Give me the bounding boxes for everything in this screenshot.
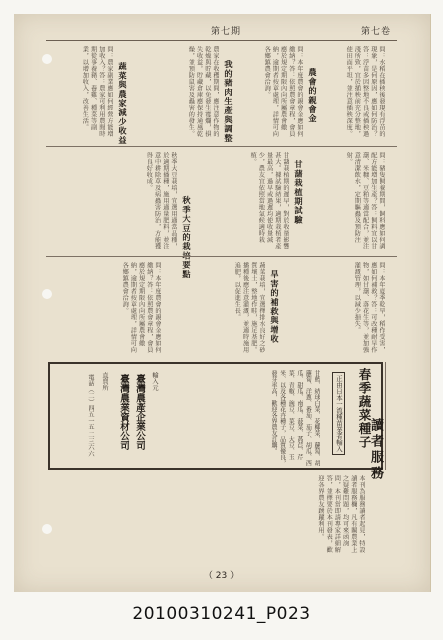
volume-label: 第七卷 <box>360 26 391 37</box>
article-heading: 旱害的補救與增收 <box>270 270 280 344</box>
seed-advertisement <box>48 362 383 470</box>
text-column: 問：農家副業應如何經營方能增加收入？答：農家可利用農閒時期從事養豬、養雞、種菜等副業，以增加收入，改善生活。 <box>81 46 113 137</box>
text-column: 問：水稻在插秧後發現有浮苗的現象，是何原因，應如何防治？答：浮苗多因整地不良或插秧過淺所致，宜於插秧前充分整地，使田面平坦，並注意插秧深度。 <box>345 46 385 137</box>
text-column: 秋季大豆栽培，宜選用適當品種，於適期播種，施用適量肥料，並注意中耕除草及病蟲害防治，方能獲得良好收成。 <box>145 152 177 250</box>
text-column: 問：本年夏季乾旱，稻作受害，應如何補救？答：可改種耐旱作物，如甘藷、落花生等，並加強灌溉管理，以減少損失。 <box>353 262 385 353</box>
ad-title: 春季蔬菜種子 <box>357 368 372 449</box>
text-column: 問：豬隻飼養期間，飼料應如何調配方能增加生產？答：飼料宜以甘藷、米糠、豆粕等適當配合，並注意清潔飲水，定期驅蟲及預防注射。 <box>345 152 385 250</box>
column-rule <box>46 256 397 257</box>
dealer-label: 直賣所 <box>101 372 108 391</box>
ad-subtitle: 正由日本一流種苗業者輸入 <box>332 372 345 455</box>
text-column: 問：本年度農會的親會金應如何繳納？答：依照農會章程，會員應於規定期限內向所屬農會繳納，逾期者按章處理，詳情可向各鄉鎮農會洽詢。 <box>263 46 303 137</box>
article-heading: 農會的親會金 <box>308 68 318 124</box>
contact-line: 電話（二）四五一五 二三六六 <box>87 374 94 457</box>
text-column: 蔬菜栽培，宜選擇排水良好之砂質壤土，整地作畦，施足基肥。播種後應注意灌溉，並適時施用追肥，以促進生長。 <box>233 262 265 353</box>
text-column: 甘藷栽植期的遲早，對於收量影響甚大。據試驗結果，適期栽植者產量最高，過早或過遲均使收量減少，農友宜依照當地氣候適時栽植。 <box>249 152 289 250</box>
running-header <box>211 22 391 38</box>
company-name: 臺灣農產企業公司 <box>134 374 145 450</box>
header-rule <box>46 40 397 41</box>
article-heading: 蔬菜與農家減少收益 <box>118 62 128 145</box>
seed-list: 甘藍、結球白菜、花椰菜、蘿蔔、胡蘿蔔、洋蔥、番茄、茄子、胡瓜、西瓜、甜瓜、南瓜、菠菜、萵苣、芹菜、青椒、豌豆、菜豆、大豆、玉米、以及各種花卉種子，品質優良，發芽率高，歡迎各界農友訂購。 <box>270 370 320 466</box>
company-name: 臺灣農業資材公司 <box>118 374 129 450</box>
article-heading: 我的豬肉生產與調整 <box>224 60 234 143</box>
article-heading: 秋季大豆的栽培要點 <box>182 196 192 279</box>
article-heading: 甘藷栽植期試驗 <box>294 160 304 225</box>
importer-label: 輸入元 <box>151 372 158 391</box>
column-rule <box>385 362 386 470</box>
page-number: （ 23 ） <box>203 571 240 581</box>
issue-label: 第七期 <box>211 26 242 37</box>
text-column: 問：本年度農會的親會金應如何繳納？答：依照農會章程，會員應於規定期限內向所屬農會繳納，逾期者按章處理，詳情可向各鄉鎮農會洽詢。 <box>121 262 161 353</box>
column-rule <box>46 146 397 147</box>
archive-id-caption: 20100310241_P023 <box>132 604 311 624</box>
reader-service-title: 讀者服務 <box>368 418 383 482</box>
reader-service-text: 本刊為服務讀者起見，特設讀者服務欄，凡有關農業上之疑難問題，均可來函詢問，本刊當即請專家詳細解答，並擇要於本刊發表，歡迎各界農友踴躍利用。 <box>316 475 365 553</box>
text-column: 農家在收穫期間，應注意作物的乾燥與貯藏，以免發生霉爛，損失收益。貯藏倉庫應保持通風乾燥，並預防鼠害及蟲害的發生。 <box>187 46 219 137</box>
